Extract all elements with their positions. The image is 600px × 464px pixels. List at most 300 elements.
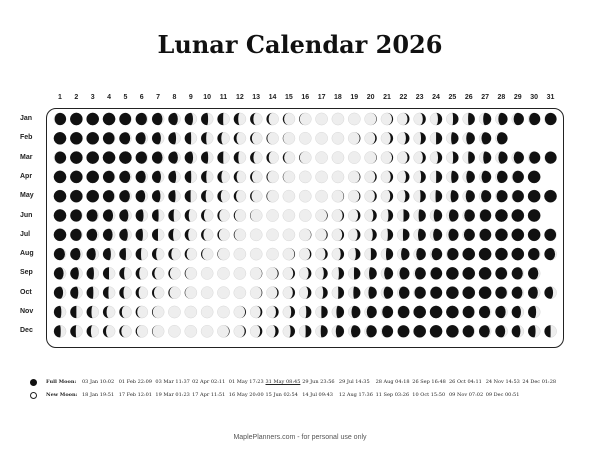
moon-phase-icon (217, 325, 229, 337)
full_moon-date: 01 May 17:23 (228, 379, 264, 385)
moon-phase-icon (528, 171, 540, 183)
moon-phase-icon (299, 229, 311, 241)
moon-phase-icon (397, 171, 409, 183)
moon-phase-icon (266, 267, 278, 279)
moon-phase-icon (119, 325, 131, 337)
moon-phase-icon (512, 113, 524, 125)
moon-phase-icon (479, 171, 491, 183)
moon-phase-icon (528, 190, 540, 202)
moon-phase-icon (234, 190, 246, 202)
moon-phase-icon (87, 287, 99, 299)
moon-phase-icon (446, 248, 458, 260)
month-label: Oct (20, 288, 32, 296)
day-number: 22 (399, 94, 408, 101)
moon-phase-icon (119, 132, 131, 144)
moon-phase-icon (463, 306, 475, 318)
moon-phase-icon (397, 325, 409, 337)
day-number: 9 (188, 94, 193, 101)
moon-phase-icon (217, 209, 229, 221)
moon-phase-icon (446, 267, 458, 279)
moon-phase-icon (299, 248, 311, 260)
moon-phase-icon (348, 248, 360, 260)
moon-phase-icon (217, 152, 229, 164)
moon-phase-icon (446, 152, 458, 164)
new_moon-date: 14 Jul 09:43 (302, 392, 333, 398)
moon-phase-icon (299, 287, 311, 299)
moon-phase-icon (495, 306, 507, 318)
moon-phase-icon (283, 267, 295, 279)
moon-phase-icon (365, 113, 377, 125)
moon-phase-icon (70, 209, 82, 221)
day-number: 13 (252, 94, 261, 101)
day-number: 5 (123, 94, 128, 101)
moon-phase-icon (250, 248, 262, 260)
moon-phase-icon (495, 113, 507, 125)
day-number: 16 (301, 94, 310, 101)
moon-phase-icon (201, 267, 213, 279)
moon-phase-icon (217, 306, 229, 318)
moon-phase-icon (185, 190, 197, 202)
moon-phase-icon (316, 229, 328, 241)
moon-phase-icon (136, 209, 148, 221)
moon-phase-icon (54, 152, 66, 164)
moon-phase-icon (103, 171, 115, 183)
moon-phase-icon (316, 287, 328, 299)
moon-phase-icon (185, 325, 197, 337)
moon-phase-icon (217, 132, 229, 144)
new_moon-date: 18 Jan 19:51 (82, 392, 115, 398)
moon-phase-icon (152, 267, 164, 279)
full_moon-date: 28 Aug 04:18 (375, 379, 410, 385)
moon-phase-icon (430, 325, 442, 337)
moon-phase-icon (446, 325, 458, 337)
moon-phase-icon (185, 306, 197, 318)
month-label: Aug (20, 250, 34, 258)
moon-phase-icon (365, 248, 377, 260)
moon-phase-icon (283, 248, 295, 260)
full_moon-date: 26 Sep 16:48 (412, 379, 446, 385)
moon-phase-icon (463, 287, 475, 299)
moon-phase-icon (495, 267, 507, 279)
moon-phase-icon (152, 248, 164, 260)
moon-phase-icon (70, 306, 82, 318)
moon-phase-icon (136, 190, 148, 202)
moon-phase-icon (495, 325, 507, 337)
moon-phase-icon (201, 152, 213, 164)
moon-phase-icon (332, 267, 344, 279)
moon-phase-icon (544, 287, 556, 299)
moon-phase-icon (299, 132, 311, 144)
moon-phase-icon (266, 325, 278, 337)
full_moon-date: 03 Mar 11:37 (155, 379, 190, 385)
moon-phase-icon (136, 152, 148, 164)
day-number: 19 (350, 94, 359, 101)
full_moon-date: 26 Oct 04:11 (449, 379, 482, 385)
moon-phase-icon (479, 248, 491, 260)
moon-phase-icon (348, 113, 360, 125)
moon-phase-icon (168, 248, 180, 260)
moon-phase-icon (430, 171, 442, 183)
day-number: 8 (172, 94, 177, 101)
moon-phase-icon (299, 152, 311, 164)
moon-phase-icon (87, 132, 99, 144)
moon-phase-icon (397, 152, 409, 164)
moon-phase-icon (365, 267, 377, 279)
moon-phase-icon (414, 113, 426, 125)
month-label: Sep (20, 269, 33, 277)
moon-phase-icon (283, 152, 295, 164)
moon-phase-icon (430, 248, 442, 260)
moon-phase-icon (201, 287, 213, 299)
moon-phase-icon (463, 171, 475, 183)
moon-phase-icon (299, 267, 311, 279)
moon-phase-icon (70, 152, 82, 164)
moon-phase-icon (414, 248, 426, 260)
moon-phase-icon (365, 152, 377, 164)
new_moon-date: 15 Jun 02:54 (265, 392, 298, 398)
moon-phase-icon (495, 171, 507, 183)
full_moon-date: 31 May 08:45 (265, 379, 301, 385)
moon-phase-icon (512, 248, 524, 260)
full-moon-label: Full Moon: (46, 379, 77, 385)
moon-phase-icon (119, 113, 131, 125)
moon-phase-icon (414, 267, 426, 279)
moon-phase-icon (136, 287, 148, 299)
moon-phase-icon (495, 190, 507, 202)
moon-phase-icon (54, 113, 66, 125)
moon-phase-icon (250, 190, 262, 202)
moon-phase-icon (185, 209, 197, 221)
moon-phase-icon (54, 325, 66, 337)
moon-phase-icon (185, 248, 197, 260)
moon-phase-icon (103, 152, 115, 164)
moon-phase-icon (119, 209, 131, 221)
moon-phase-icon (168, 306, 180, 318)
moon-phase-icon (185, 267, 197, 279)
moon-phase-icon (365, 132, 377, 144)
moon-phase-icon (528, 306, 540, 318)
moon-phase-icon (136, 132, 148, 144)
moon-phase-icon (512, 325, 524, 337)
moon-phase-icon (152, 152, 164, 164)
day-number: 24 (432, 94, 440, 101)
moon-phase-icon (544, 325, 556, 337)
moon-phase-icon (54, 132, 66, 144)
moon-phase-icon (414, 152, 426, 164)
moon-phase-icon (168, 132, 180, 144)
moon-phase-icon (544, 113, 556, 125)
moon-phase-icon (152, 287, 164, 299)
moon-phase-icon (381, 132, 393, 144)
moon-phase-icon (463, 325, 475, 337)
moon-phase-icon (430, 267, 442, 279)
moon-phase-icon (495, 287, 507, 299)
moon-phase-icon (201, 229, 213, 241)
moon-phase-icon (136, 229, 148, 241)
moon-phase-icon (234, 152, 246, 164)
moon-phase-icon (348, 287, 360, 299)
moon-phase-icon (217, 113, 229, 125)
moon-phase-icon (348, 267, 360, 279)
new-moon-label: New Moon: (46, 392, 78, 398)
moon-phase-icon (446, 229, 458, 241)
moon-phase-icon (103, 132, 115, 144)
moon-phase-icon (463, 267, 475, 279)
moon-phase-icon (528, 287, 540, 299)
moon-phase-icon (316, 190, 328, 202)
moon-phase-icon (250, 325, 262, 337)
moon-phase-icon (283, 190, 295, 202)
moon-phase-icon (185, 287, 197, 299)
moon-phase-icon (512, 209, 524, 221)
moon-phase-icon (316, 209, 328, 221)
moon-phase-icon (528, 325, 540, 337)
moon-phase-icon (152, 325, 164, 337)
moon-phase-icon (365, 287, 377, 299)
moon-phase-icon (152, 229, 164, 241)
moon-phase-icon (430, 152, 442, 164)
moon-phase-icon (201, 306, 213, 318)
moon-phase-icon (528, 229, 540, 241)
moon-phase-icon (234, 287, 246, 299)
moon-phase-icon (348, 209, 360, 221)
full_moon-date: 29 Jul 14:35 (338, 379, 370, 385)
moon-phase-icon (528, 113, 540, 125)
moon-phase-icon (479, 152, 491, 164)
moon-phase-icon (299, 113, 311, 125)
moon-phase-icon (348, 306, 360, 318)
day-number: 15 (284, 94, 293, 101)
moon-phase-icon (250, 113, 262, 125)
moon-phase-icon (544, 248, 556, 260)
moon-phase-icon (266, 152, 278, 164)
day-number: 25 (448, 94, 457, 101)
moon-phase-icon (348, 171, 360, 183)
moon-phase-icon (103, 267, 115, 279)
moon-phase-icon (397, 209, 409, 221)
moon-phase-icon (250, 152, 262, 164)
moon-phase-icon (119, 287, 131, 299)
moon-phase-icon (136, 306, 148, 318)
moon-phase-icon (152, 209, 164, 221)
moon-phase-icon (299, 325, 311, 337)
new_moon-date: 19 Mar 01:23 (155, 392, 190, 398)
moon-phase-icon (87, 152, 99, 164)
moon-phase-icon (103, 229, 115, 241)
day-number: 10 (203, 94, 212, 101)
moon-phase-icon (185, 152, 197, 164)
full_moon-date: 02 Apr 02:11 (192, 379, 226, 385)
moon-phase-icon (283, 132, 295, 144)
moon-phase-icon (234, 267, 246, 279)
new_moon-date: 09 Dec 00:51 (485, 392, 520, 398)
moon-phase-icon (397, 248, 409, 260)
moon-phase-icon (103, 306, 115, 318)
moon-phase-icon (185, 229, 197, 241)
moon-phase-icon (201, 190, 213, 202)
moon-phase-icon (217, 171, 229, 183)
new_moon-date: 10 Oct 15:50 (412, 392, 446, 398)
moon-phase-icon (414, 171, 426, 183)
moon-phase-icon (70, 132, 82, 144)
moon-phase-icon (381, 152, 393, 164)
moon-phase-icon (119, 171, 131, 183)
moon-phase-icon (299, 171, 311, 183)
moon-phase-icon (136, 325, 148, 337)
moon-phase-icon (217, 287, 229, 299)
moon-phase-icon (70, 190, 82, 202)
day-number: 20 (366, 94, 375, 101)
day-number: 21 (383, 94, 391, 101)
moon-phase-icon (397, 306, 409, 318)
day-number: 7 (156, 94, 161, 101)
month-label: Dec (20, 327, 33, 335)
moon-phase-icon (70, 325, 82, 337)
day-number: 4 (107, 94, 111, 101)
moon-phase-icon (87, 267, 99, 279)
moon-phase-icon (381, 113, 393, 125)
day-number: 14 (268, 94, 277, 101)
moon-phase-icon (266, 209, 278, 221)
moon-phase-icon (234, 248, 246, 260)
moon-phase-icon (168, 190, 180, 202)
moon-phase-icon (463, 152, 475, 164)
moon-phase-icon (381, 229, 393, 241)
moon-phase-icon (70, 171, 82, 183)
moon-phase-icon (266, 248, 278, 260)
moon-phase-icon (250, 132, 262, 144)
moon-phase-icon (87, 248, 99, 260)
moon-phase-icon (397, 267, 409, 279)
moon-phase-icon (185, 113, 197, 125)
moon-phase-icon (266, 132, 278, 144)
moon-phase-icon (54, 171, 66, 183)
moon-phase-icon (168, 287, 180, 299)
new-moon-legend (30, 390, 590, 402)
moon-phase-icon (70, 113, 82, 125)
moon-phase-icon (283, 325, 295, 337)
moon-phase-icon (250, 209, 262, 221)
new_moon-date: 17 Feb 12:01 (118, 392, 152, 398)
moon-phase-icon (70, 267, 82, 279)
moon-phase-icon (316, 152, 328, 164)
moon-phase-icon (54, 267, 66, 279)
moon-phase-icon (446, 209, 458, 221)
moon-phase-icon (528, 152, 540, 164)
full_moon-date: 29 Jun 23:56 (302, 379, 335, 385)
moon-phase-icon (332, 306, 344, 318)
moon-phase-icon (168, 229, 180, 241)
new_moon-date: 16 May 20:00 (228, 392, 264, 398)
moon-phase-icon (250, 171, 262, 183)
moon-phase-icon (430, 132, 442, 144)
moon-phase-icon (446, 306, 458, 318)
moon-phase-icon (365, 171, 377, 183)
moon-phase-icon (87, 325, 99, 337)
moon-phase-icon (430, 229, 442, 241)
moon-phase-icon (365, 229, 377, 241)
moon-phase-icon (381, 248, 393, 260)
day-number: 26 (464, 94, 473, 101)
new_moon-date: 11 Sep 03:26 (375, 392, 410, 398)
moon-phase-icon (463, 209, 475, 221)
moon-phase-icon (463, 248, 475, 260)
moon-phase-icon (283, 287, 295, 299)
moon-phase-icon (414, 287, 426, 299)
day-number: 29 (513, 94, 522, 101)
moon-phase-icon (103, 209, 115, 221)
full-moon-icon (30, 379, 37, 386)
moon-phase-icon (119, 248, 131, 260)
moon-phase-icon (103, 113, 115, 125)
moon-phase-icon (234, 209, 246, 221)
moon-phase-icon (365, 209, 377, 221)
moon-phase-icon (250, 267, 262, 279)
moon-phase-icon (332, 113, 344, 125)
moon-phase-icon (201, 132, 213, 144)
moon-phase-icon (479, 113, 491, 125)
moon-phase-icon (381, 171, 393, 183)
moon-phase-icon (168, 152, 180, 164)
moon-phase-icon (136, 171, 148, 183)
moon-phase-icon (234, 229, 246, 241)
moon-phase-icon (446, 171, 458, 183)
moon-phase-icon (512, 152, 524, 164)
moon-phase-icon (185, 171, 197, 183)
moon-phase-icon (479, 267, 491, 279)
moon-phase-icon (266, 113, 278, 125)
moon-phase-icon (103, 248, 115, 260)
month-label: Nov (20, 308, 34, 315)
moon-phase-icon (136, 267, 148, 279)
day-number: 27 (481, 94, 489, 101)
moon-phase-icon (430, 287, 442, 299)
moon-phase-icon (479, 190, 491, 202)
moon-phase-icon (348, 132, 360, 144)
moon-phase-icon (528, 209, 540, 221)
moon-phase-icon (266, 306, 278, 318)
month-label: Jan (20, 115, 33, 122)
moon-phase-icon (495, 248, 507, 260)
moon-phase-icon (103, 190, 115, 202)
moon-phase-icon (332, 209, 344, 221)
day-number: 11 (219, 94, 228, 101)
moon-phase-icon (217, 190, 229, 202)
day-number: 30 (530, 94, 539, 101)
moon-phase-icon (70, 248, 82, 260)
moon-phase-icon (365, 306, 377, 318)
moon-phase-icon (152, 306, 164, 318)
moon-phase-icon (316, 248, 328, 260)
moon-phase-icon (234, 113, 246, 125)
moon-phase-icon (217, 229, 229, 241)
moon-phase-icon (348, 325, 360, 337)
day-number: 6 (139, 94, 144, 101)
moon-phase-icon (168, 325, 180, 337)
moon-phase-icon (234, 171, 246, 183)
moon-phase-icon (119, 190, 131, 202)
moon-phase-icon (414, 209, 426, 221)
full_moon-date: 24 Dec 01:28 (522, 379, 557, 385)
moon-phase-icon (136, 113, 148, 125)
moon-phase-icon (397, 190, 409, 202)
moon-phase-icon (152, 113, 164, 125)
month-label: May (20, 192, 34, 200)
moon-phase-icon (283, 113, 295, 125)
moon-phase-icon (152, 171, 164, 183)
moon-phase-icon (250, 287, 262, 299)
moon-phase-icon (332, 287, 344, 299)
